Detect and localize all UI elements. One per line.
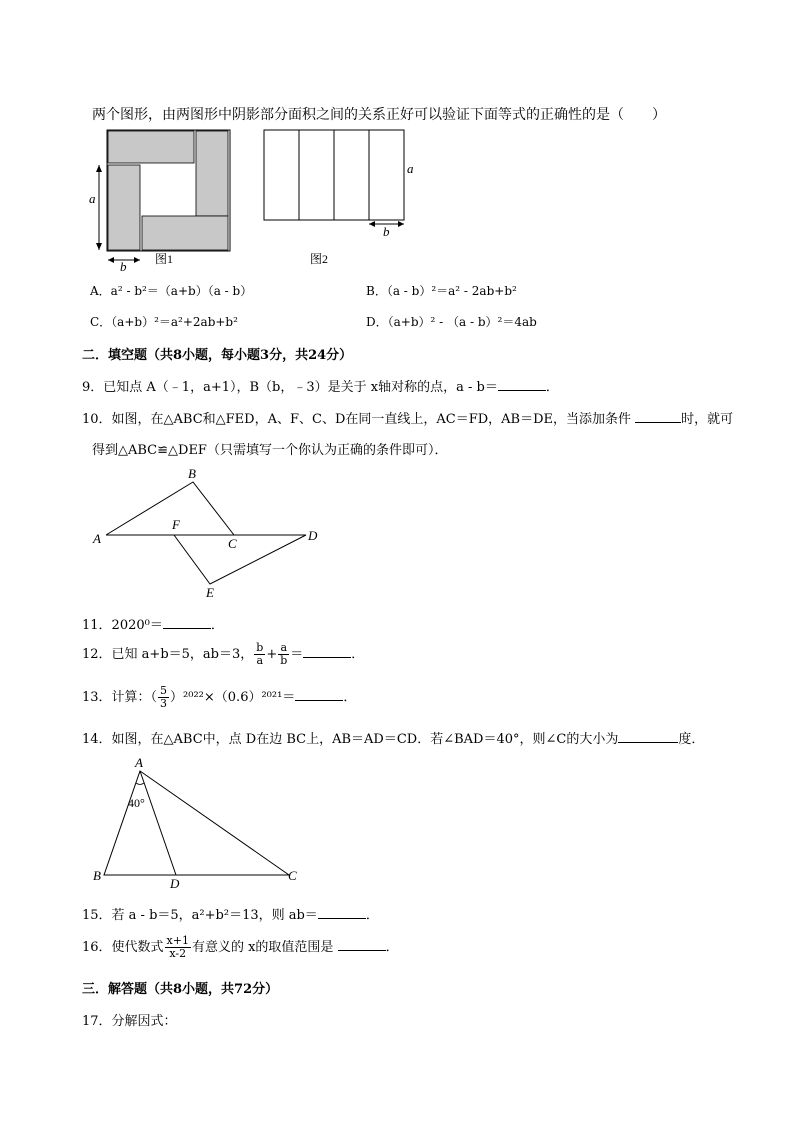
q13-text: 13．计算：（ — [82, 690, 158, 705]
fig2-label-a: a — [407, 161, 414, 176]
fig1-caption: 图1 — [155, 252, 174, 266]
figure-1 — [85, 128, 235, 273]
q12-frac-2-den: b — [280, 654, 288, 667]
option-d: D．（a+b）² - （a - b）²＝4ab — [366, 315, 537, 329]
q9-answer-blank[interactable] — [498, 378, 546, 391]
q12-frac-2-num: a — [278, 642, 289, 655]
q14-end: 度． — [678, 732, 705, 747]
fig1-label-a: a — [89, 191, 96, 206]
q12-frac-1 — [254, 642, 265, 667]
q13-frac-num: 5 — [160, 684, 168, 697]
q10-answer-blank[interactable] — [635, 410, 681, 423]
q14-label-B: B — [93, 868, 101, 883]
q15 — [82, 904, 379, 923]
q13-rest: ）²⁰²²×（0.6）²⁰²¹＝ — [170, 690, 296, 705]
q14-text: 14．如图，在△ABC中，点 D在边 BC上，AB＝AD＝CD．若∠BAD＝40°，则∠C的大小为 — [82, 732, 619, 747]
q9-end: ． — [545, 380, 559, 395]
q16-text: 16．使代数式 — [82, 940, 164, 955]
q11-answer-blank[interactable] — [163, 616, 211, 629]
q16-frac — [165, 935, 191, 960]
q15-end: ． — [365, 908, 379, 923]
q14-label-A: A — [135, 755, 143, 770]
q10-line1 — [82, 408, 733, 427]
figure-2 — [262, 128, 422, 273]
q10-label-E: E — [206, 585, 214, 600]
q15-text: 15．若 a - b＝5，a²+b²＝13，则 ab＝ — [82, 908, 318, 923]
q13-answer-blank[interactable] — [295, 688, 343, 701]
q13-frac — [158, 685, 169, 710]
q12-frac-1-num: b — [256, 641, 264, 654]
q10-label-D: D — [308, 528, 318, 543]
q16-rest: 有意义的 x的取值范围是 — [191, 940, 338, 955]
q9-text: 9．已知点 A（﹣1，a+1），B（b，﹣3）是关于 x轴对称的点，a - b＝ — [82, 380, 498, 395]
q14-answer-blank[interactable] — [618, 730, 678, 743]
q12-frac-2 — [278, 642, 289, 667]
q11 — [82, 614, 224, 633]
q10-text: 10．如图，在△ABC和△FED，A、F、C、D在同一直线上，AC＝FD，AB＝DE，当添加条件 — [82, 412, 636, 427]
q8-stem: 两个图形，由两图形中阴影部分面积之间的关系正好可以验证下面等式的正确性的是（ ） — [92, 107, 666, 123]
section-2-title: 二．填空题（共8小题，每小题3分，共24分） — [82, 348, 353, 363]
q16-frac-den: x-2 — [169, 947, 187, 960]
q17: 17．分解因式： — [82, 1014, 177, 1029]
q13-end: ． — [343, 690, 357, 705]
q10-label-A: A — [93, 531, 101, 546]
option-c: C．（a+b）²＝a²+2ab+b² — [90, 315, 238, 329]
q10-label-F: F — [172, 517, 180, 532]
q10-line2: 得到△ABC≌△DEF（只需填写一个你认为正确的条件即可）． — [92, 443, 448, 458]
section-3-title: 三．解答题（共8小题，共72分） — [82, 982, 279, 997]
q12-end: ． — [351, 647, 365, 662]
q14-label-D: D — [170, 876, 180, 890]
q12-text: 12．已知 a+b＝5，ab＝3， — [82, 647, 254, 662]
q10-figure — [88, 465, 328, 600]
q13 — [82, 685, 356, 710]
q16-end: ． — [385, 940, 399, 955]
q14-label-angle: 40° — [128, 796, 145, 810]
q12-answer-blank[interactable] — [303, 645, 351, 658]
q10-label-B: B — [188, 466, 196, 481]
q10-end: 时，就可 — [681, 412, 734, 427]
q14-label-C: C — [288, 868, 297, 883]
fig1-label-b: b — [120, 259, 127, 273]
option-a: A．a² - b²＝（a+b）（a - b） — [90, 284, 253, 298]
q14 — [82, 728, 704, 747]
q10-label-C: C — [228, 536, 237, 551]
q15-answer-blank[interactable] — [318, 906, 366, 919]
fig2-label-b: b — [383, 224, 390, 239]
q13-frac-den: 3 — [160, 697, 168, 710]
q12-frac-1-den: a — [256, 654, 264, 667]
q16 — [82, 935, 399, 960]
q16-frac-num: x+1 — [166, 934, 189, 947]
q11-text: 11．2020⁰＝ — [82, 618, 163, 633]
q11-end: ． — [210, 618, 224, 633]
q12-plus: + — [266, 647, 278, 662]
q14-figure — [90, 755, 310, 890]
option-b: B．（a - b）²＝a² - 2ab+b² — [366, 284, 517, 298]
q12-eq: ＝ — [290, 647, 304, 662]
q16-answer-blank[interactable] — [338, 938, 386, 951]
q12 — [82, 642, 364, 667]
q9 — [82, 376, 559, 395]
fig2-caption: 图2 — [310, 252, 329, 266]
